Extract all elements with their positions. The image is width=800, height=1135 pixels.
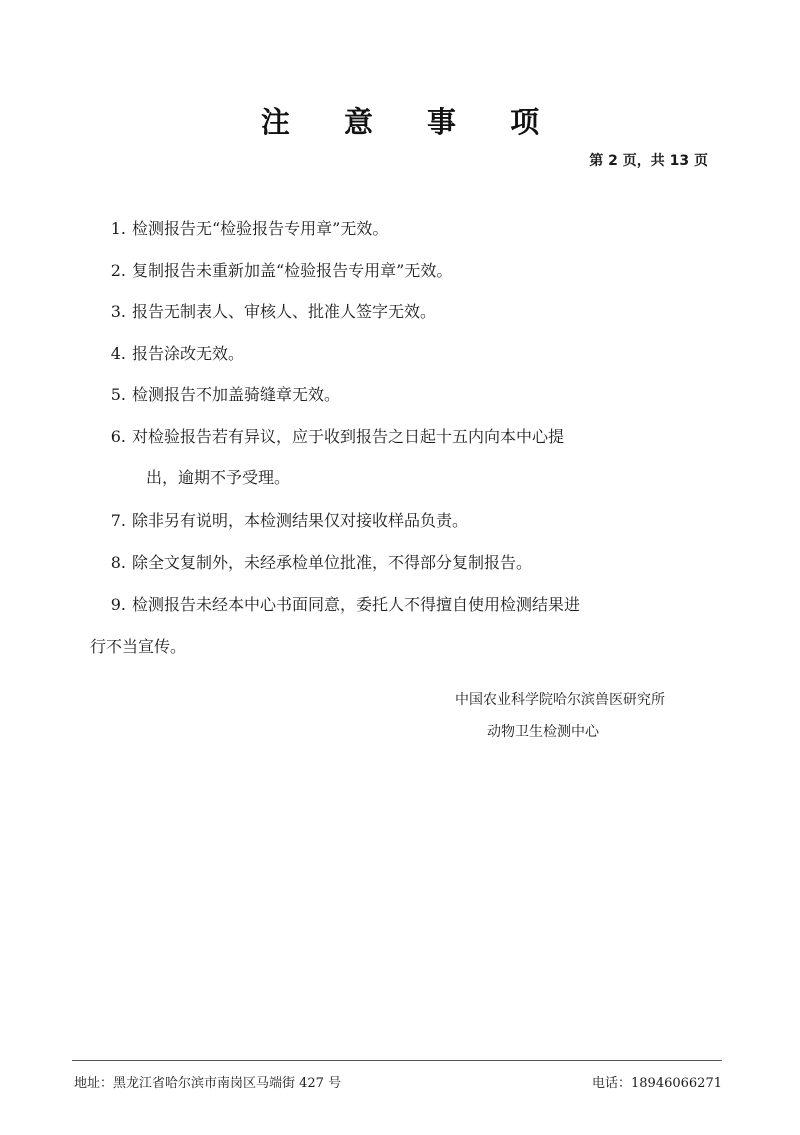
note-text: 报告涂改无效。 <box>132 344 245 363</box>
note-item-9-continuation: 行不当宣传。 <box>90 637 187 656</box>
note-item-3 <box>96 300 436 324</box>
note-number: 4. <box>110 344 126 363</box>
footer-divider <box>72 1060 722 1061</box>
note-number: 2. <box>110 261 126 280</box>
page-title: 注 意 事 项 <box>260 105 562 139</box>
signature-center: 动物卫生检测中心 <box>487 724 599 740</box>
note-item-2 <box>96 259 452 283</box>
footer-address: 地址：黑龙江省哈尔滨市南岗区马端街 427 号 <box>74 1076 342 1091</box>
note-number: 1. <box>110 219 126 238</box>
note-number: 8. <box>110 553 126 572</box>
note-text: 复制报告未重新加盖“检验报告专用章”无效。 <box>132 261 453 280</box>
note-text: 检测报告未经本中心书面同意，委托人不得擅自使用检测结果进 <box>132 595 581 614</box>
note-item-6-continuation: 出，逾期不予受理。 <box>146 468 291 487</box>
note-item-6 <box>96 425 564 449</box>
note-item-4 <box>96 342 244 366</box>
note-item-7 <box>96 509 468 533</box>
note-item-8 <box>96 551 532 575</box>
note-text: 除全文复制外，未经承检单位批准，不得部分复制报告。 <box>132 553 533 572</box>
note-number: 6. <box>110 427 126 446</box>
note-number: 9. <box>110 595 126 614</box>
note-number: 3. <box>110 302 126 321</box>
footer-phone: 电话：18946066271 <box>592 1076 722 1091</box>
note-text: 检测报告无“检验报告专用章”无效。 <box>132 219 389 238</box>
note-item-5 <box>96 383 340 407</box>
signature-institute: 中国农业科学院哈尔滨兽医研究所 <box>455 692 665 708</box>
note-text: 报告无制表人、审核人、批准人签字无效。 <box>132 302 437 321</box>
note-text: 除非另有说明，本检测结果仅对接收样品负责。 <box>132 511 469 530</box>
note-item-1 <box>96 217 388 241</box>
note-item-9 <box>96 593 580 617</box>
page-number: 第 2 页，共 13 页 <box>589 153 708 169</box>
note-number: 7. <box>110 511 126 530</box>
note-text: 检测报告不加盖骑缝章无效。 <box>132 385 341 404</box>
note-text: 对检验报告若有异议，应于收到报告之日起十五内向本中心提 <box>132 427 565 446</box>
note-number: 5. <box>110 385 126 404</box>
